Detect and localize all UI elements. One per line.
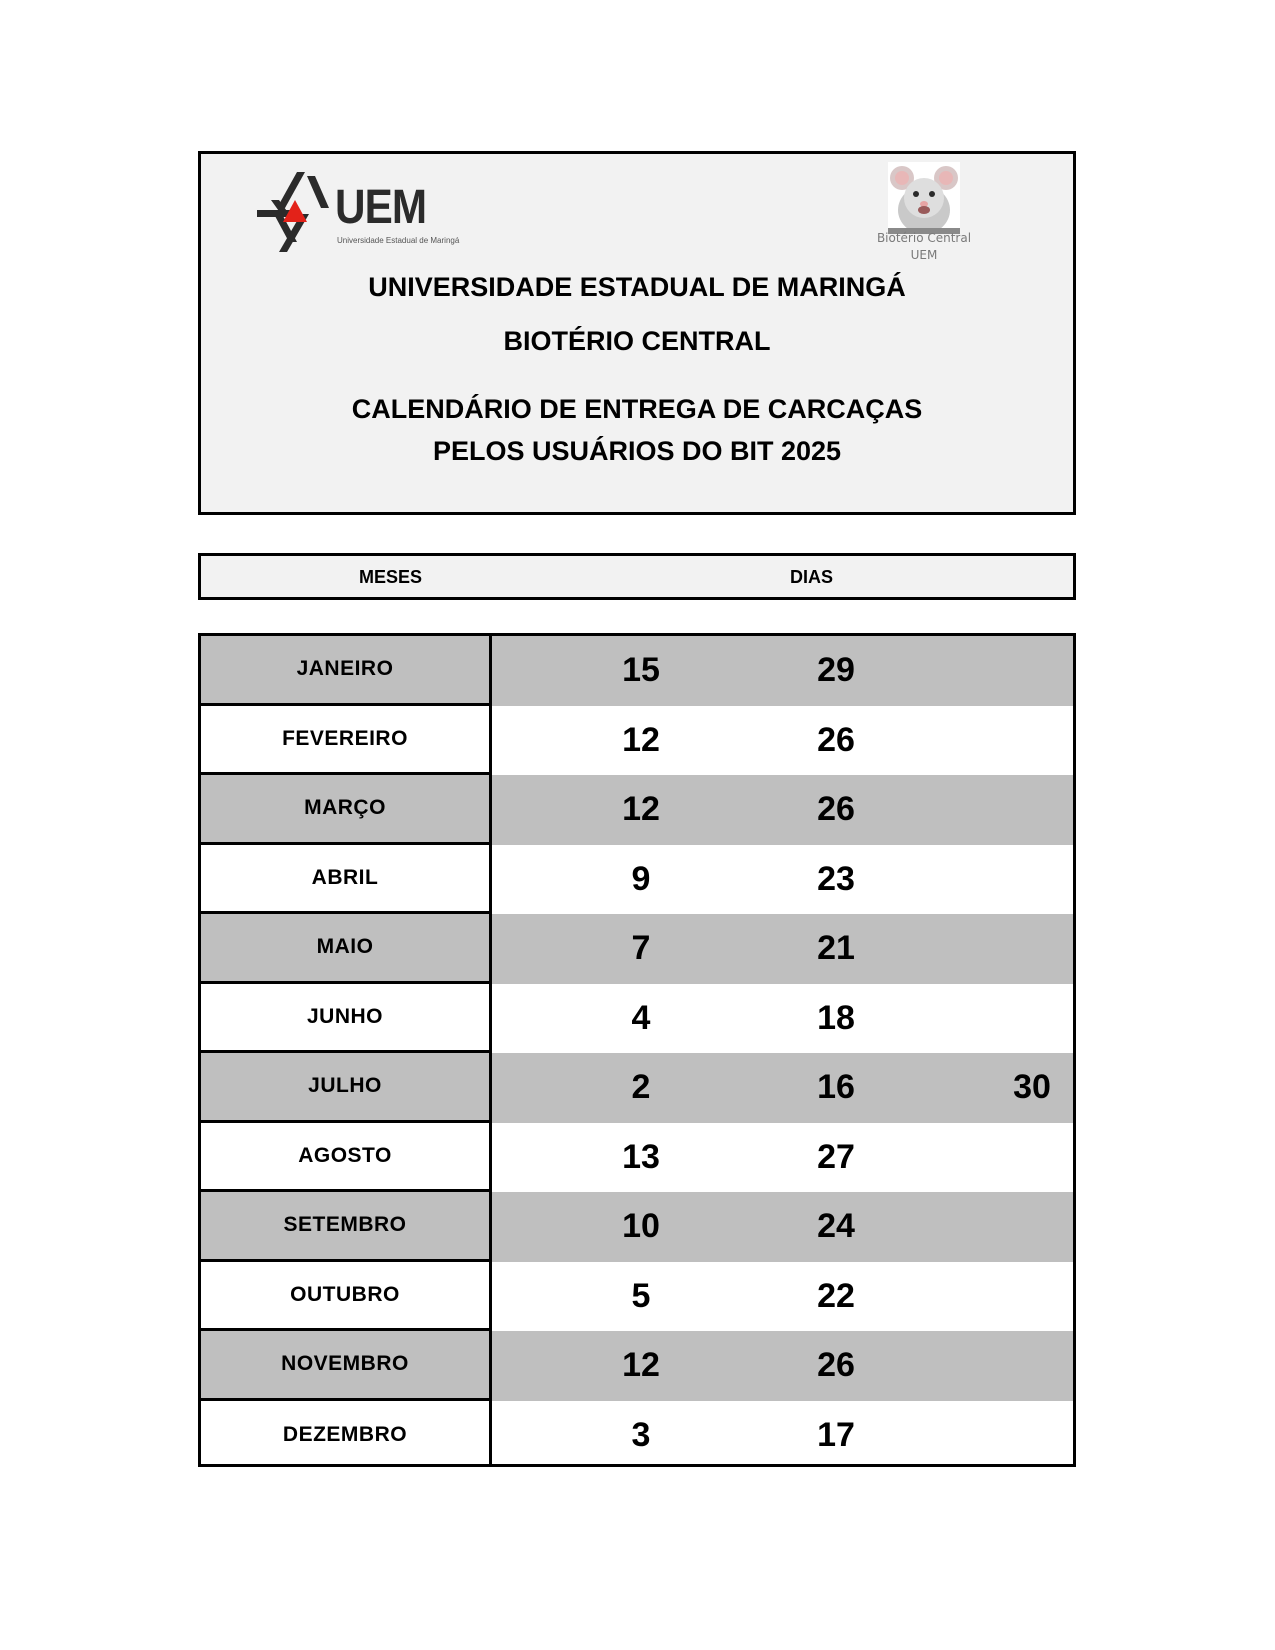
month-cell: MAIO (201, 914, 492, 984)
table-row (201, 636, 1073, 706)
table-row (201, 1262, 1073, 1332)
delivery-schedule-table (198, 633, 1076, 1467)
day-cell: 18 (817, 998, 855, 1037)
day-cell: 17 (817, 1415, 855, 1454)
document-header (198, 151, 1076, 515)
day-cell (982, 914, 1076, 984)
month-cell: ABRIL (201, 845, 492, 915)
day-cell (982, 1401, 1076, 1468)
day-cell: 26 (817, 1346, 855, 1385)
table-row (201, 984, 1073, 1054)
day-cell: 7 (631, 929, 651, 968)
uem-logo (257, 170, 460, 252)
day-cell: 27 (817, 1137, 855, 1176)
month-cell: MARÇO (201, 775, 492, 845)
day-cell: 30 (1013, 1068, 1051, 1107)
mascot-caption (851, 230, 997, 264)
day-cell: 12 (622, 790, 660, 829)
day-cell: 26 (817, 720, 855, 759)
day-cell: 5 (631, 1276, 651, 1315)
table-row (201, 1192, 1073, 1262)
month-cell: OUTUBRO (201, 1262, 492, 1332)
mascot-caption-line1: Biotério Central (876, 231, 972, 245)
day-cell: 10 (622, 1207, 660, 1246)
day-cell: 12 (622, 720, 660, 759)
day-cell (982, 1262, 1076, 1332)
day-cell: 9 (631, 859, 651, 898)
day-cell: 22 (817, 1276, 855, 1315)
table-column-header (198, 553, 1076, 600)
day-cell: 24 (817, 1207, 855, 1246)
mascot-caption-line2: UEM (910, 248, 938, 262)
day-cell (982, 636, 1076, 706)
column-header-days: DIAS (790, 567, 834, 587)
month-cell: AGOSTO (201, 1123, 492, 1193)
university-name: UNIVERSIDADE ESTADUAL DE MARINGÁ (368, 272, 906, 302)
document-title-line1: CALENDÁRIO DE ENTREGA DE CARCAÇAS (351, 394, 923, 424)
month-cell: JANEIRO (201, 636, 492, 706)
table-row (201, 706, 1073, 776)
day-cell: 23 (817, 859, 855, 898)
month-cell: FEVEREIRO (201, 706, 492, 776)
table-row (201, 845, 1073, 915)
day-cell: 15 (622, 651, 660, 690)
day-cell: 3 (631, 1415, 651, 1454)
day-cell: 12 (622, 1346, 660, 1385)
document-title-line2: PELOS USUÁRIOS DO BIT 2025 (432, 436, 842, 466)
day-cell (982, 984, 1076, 1054)
day-cell: 13 (622, 1137, 660, 1176)
day-cell (982, 1192, 1076, 1262)
department-name: BIOTÉRIO CENTRAL (503, 326, 771, 356)
mouse-mascot-image (888, 162, 960, 234)
table-row (201, 1401, 1073, 1468)
logo-wordmark: UEM (335, 181, 427, 234)
mouse-icon (888, 162, 960, 234)
month-cell: DEZEMBRO (201, 1401, 492, 1468)
table-row (201, 1331, 1073, 1401)
day-cell: 26 (817, 790, 855, 829)
day-cell (982, 1331, 1076, 1401)
month-cell: NOVEMBRO (201, 1331, 492, 1401)
column-header-months: MESES (359, 567, 423, 587)
day-cell: 21 (817, 929, 855, 968)
table-row (201, 914, 1073, 984)
day-cell (982, 845, 1076, 915)
day-cell: 4 (631, 998, 651, 1037)
month-cell: JUNHO (201, 984, 492, 1054)
table-row (201, 775, 1073, 845)
day-cell: 29 (817, 651, 855, 690)
month-cell: JULHO (201, 1053, 492, 1123)
table-row (201, 1053, 1073, 1123)
day-cell (982, 1123, 1076, 1193)
day-cell (982, 706, 1076, 776)
table-row (201, 1123, 1073, 1193)
logo-subtitle: Universidade Estadual de Maringá (337, 236, 460, 245)
month-cell: SETEMBRO (201, 1192, 492, 1262)
day-cell: 16 (817, 1068, 855, 1107)
day-cell: 2 (631, 1068, 651, 1107)
day-cell (982, 775, 1076, 845)
